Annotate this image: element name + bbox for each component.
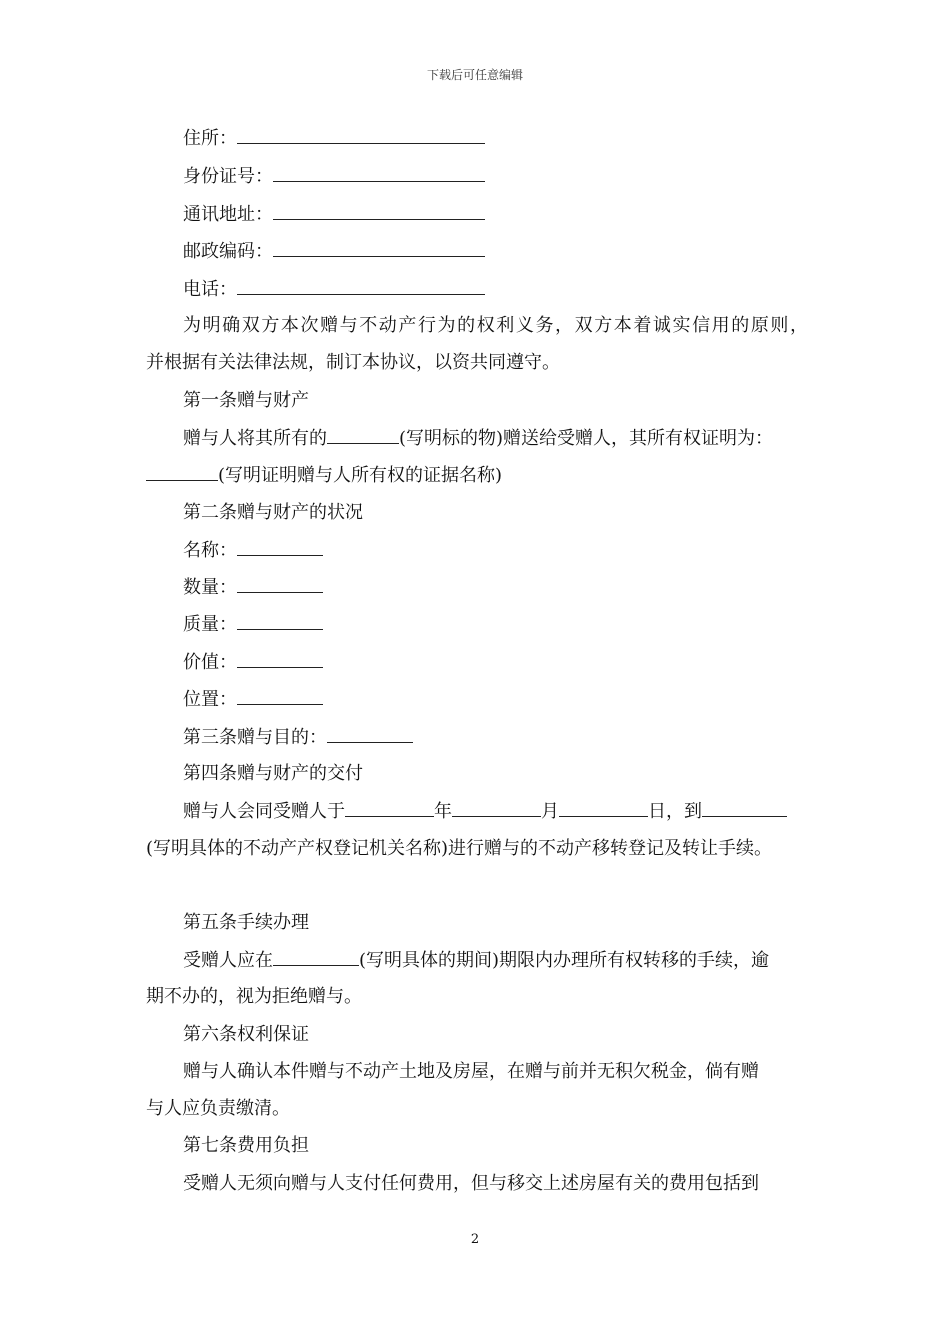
article-1-line-2 bbox=[146, 463, 502, 488]
gift-object-blank bbox=[327, 426, 399, 444]
article-1-prefix: 赠与人将其所有的 bbox=[183, 428, 327, 449]
article-4-prefix: 赠与人会同受赠人于 bbox=[183, 801, 345, 822]
article-3-line bbox=[183, 725, 413, 750]
postal-code-field bbox=[183, 239, 485, 264]
name-blank bbox=[237, 538, 323, 556]
article-6-title: 第六条权利保证 bbox=[183, 1024, 309, 1045]
quality-field bbox=[183, 612, 323, 637]
year-label: 年 bbox=[434, 801, 452, 822]
mailing-address-label: 通讯地址： bbox=[183, 204, 273, 225]
page-number: 2 bbox=[470, 1232, 480, 1247]
article-6-line-1: 赠与人确认本件赠与不动产土地及房屋，在赠与前并无积欠税金，倘有赠 bbox=[183, 1061, 759, 1082]
quantity-blank bbox=[237, 575, 323, 593]
quantity-field bbox=[183, 575, 323, 600]
article-6-line-2: 与人应负责缴清。 bbox=[146, 1098, 290, 1119]
address-blank bbox=[237, 126, 485, 144]
article-1-suffix: (写明标的物)赠送给受赠人，其所有权证明为： bbox=[399, 428, 774, 449]
value-blank bbox=[237, 650, 323, 668]
location-blank bbox=[237, 687, 323, 705]
phone-label: 电话： bbox=[183, 279, 237, 300]
article-5-prefix: 受赠人应在 bbox=[183, 950, 273, 971]
registry-office-blank bbox=[702, 799, 787, 817]
quality-blank bbox=[237, 612, 323, 630]
address-field bbox=[183, 126, 485, 151]
mailing-address-blank bbox=[273, 202, 485, 220]
month-blank bbox=[452, 799, 541, 817]
id-number-label: 身份证号： bbox=[183, 166, 273, 187]
quality-label: 质量： bbox=[183, 614, 237, 635]
ownership-proof-blank bbox=[146, 463, 218, 481]
year-blank bbox=[345, 799, 434, 817]
article-1-line-1 bbox=[183, 426, 773, 451]
article-7-title: 第七条费用负担 bbox=[183, 1135, 309, 1156]
article-5-suffix: (写明具体的期间)期限内办理所有权转移的手续，逾 bbox=[359, 950, 770, 971]
month-label: 月 bbox=[541, 801, 559, 822]
period-blank bbox=[273, 948, 359, 966]
purpose-blank bbox=[327, 725, 413, 743]
intro-line-2: 并根据有关法律法规，制订本协议，以资共同遵守。 bbox=[146, 352, 560, 373]
phone-field bbox=[183, 277, 485, 302]
id-number-blank bbox=[273, 164, 485, 182]
value-label: 价值： bbox=[183, 652, 237, 673]
page-header-note: 下载后可任意编辑 bbox=[426, 68, 523, 82]
article-3-title: 第三条赠与目的： bbox=[183, 727, 327, 748]
intro-line-1: 为明确双方本次赠与不动产行为的权利义务，双方本着诚实信用的原则， bbox=[183, 315, 808, 336]
article-4-line-1 bbox=[183, 799, 787, 824]
postal-code-blank bbox=[273, 239, 485, 257]
article-4-line-2: (写明具体的不动产产权登记机关名称)进行赠与的不动产移转登记及转让手续。 bbox=[146, 838, 773, 859]
day-label: 日，到 bbox=[648, 801, 702, 822]
article-1-line-2-text: (写明证明赠与人所有权的证据名称) bbox=[218, 465, 503, 486]
article-1-title: 第一条赠与财产 bbox=[183, 390, 309, 411]
name-label: 名称： bbox=[183, 540, 237, 561]
phone-blank bbox=[237, 277, 485, 295]
location-label: 位置： bbox=[183, 689, 237, 710]
article-5-line-1 bbox=[183, 948, 769, 973]
article-4-title: 第四条赠与财产的交付 bbox=[183, 763, 363, 784]
quantity-label: 数量： bbox=[183, 577, 237, 598]
day-blank bbox=[559, 799, 648, 817]
location-field bbox=[183, 687, 323, 712]
id-number-field bbox=[183, 164, 485, 189]
article-2-title: 第二条赠与财产的状况 bbox=[183, 502, 363, 523]
postal-code-label: 邮政编码： bbox=[183, 241, 273, 262]
value-field bbox=[183, 650, 323, 675]
article-5-title: 第五条手续办理 bbox=[183, 912, 309, 933]
article-7-line-1: 受赠人无须向赠与人支付任何费用，但与移交上述房屋有关的费用包括到 bbox=[183, 1173, 759, 1194]
address-label: 住所： bbox=[183, 128, 237, 149]
name-field bbox=[183, 538, 323, 563]
article-5-line-2: 期不办的，视为拒绝赠与。 bbox=[146, 986, 362, 1007]
mailing-address-field bbox=[183, 202, 485, 227]
